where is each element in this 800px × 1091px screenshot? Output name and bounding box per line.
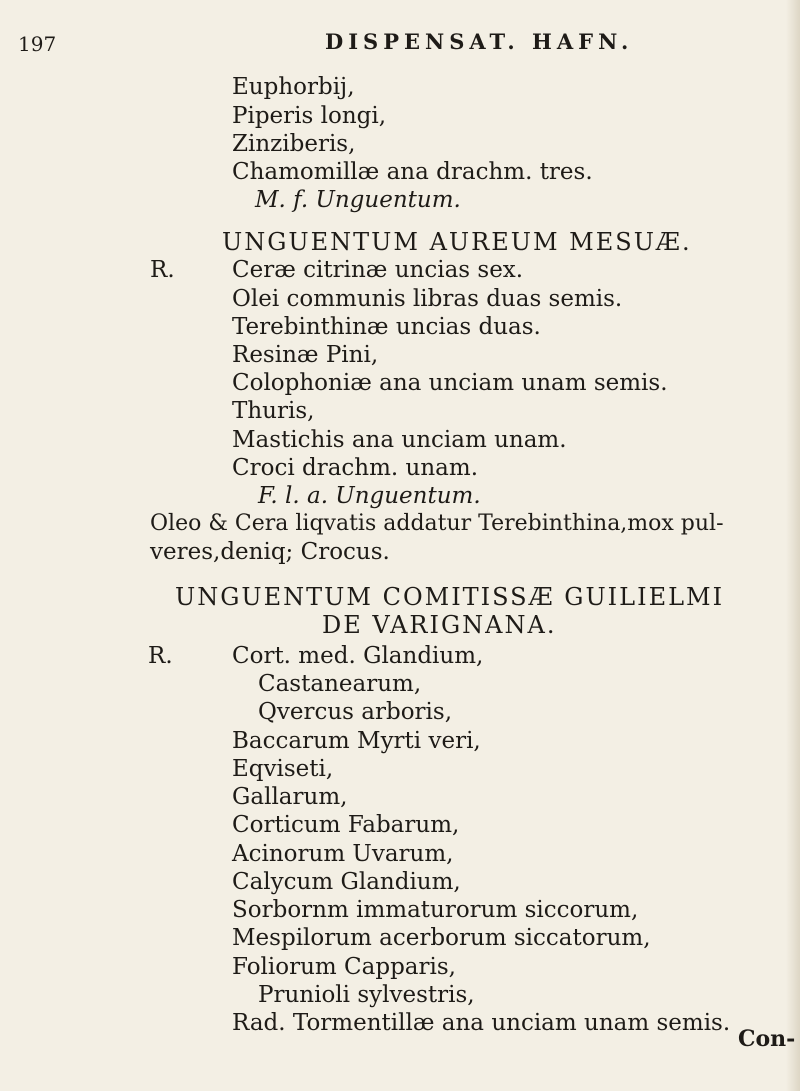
ingredient-line: Corticum Fabarum, bbox=[232, 812, 460, 838]
ingredient-line: Piperis longi, bbox=[232, 103, 387, 129]
ingredient-line: Sorbornm immaturorum siccorum, bbox=[232, 897, 639, 923]
ingredient-line: Mespilorum acerborum siccatorum, bbox=[232, 925, 651, 951]
page-number: 197 bbox=[18, 32, 57, 56]
instruction-line: M. f. Unguentum. bbox=[255, 187, 461, 213]
ingredient-line: Prunioli sylvestris, bbox=[258, 982, 475, 1008]
ingredient-line: Acinorum Uvarum, bbox=[232, 841, 454, 867]
note-line: Oleo & Cera liqvatis addatur Terebinthina,mox pul- bbox=[150, 511, 724, 536]
ingredient-line: Castanearum, bbox=[258, 671, 422, 697]
recipe-mark: R. bbox=[150, 257, 175, 283]
ingredient-line: Rad. Tormentillæ ana unciam unam semis. bbox=[232, 1010, 731, 1036]
section-title: UNGUENTUM AUREUM MESUÆ. bbox=[222, 228, 692, 256]
running-title: DISPENSAT. HAFN. bbox=[325, 29, 634, 54]
page-edge-shadow bbox=[786, 0, 800, 1091]
section-title: UNGUENTUM COMITISSÆ GUILIELMI bbox=[175, 583, 725, 611]
ingredient-line: Thuris, bbox=[232, 398, 315, 424]
ingredient-line: Qvercus arboris, bbox=[258, 699, 453, 725]
catchword: Con- bbox=[738, 1026, 796, 1052]
ingredient-line: Colophoniæ ana unciam unam semis. bbox=[232, 370, 668, 396]
note-line: veres,deniq; Crocus. bbox=[150, 539, 390, 565]
instruction-line: F. l. a. Unguentum. bbox=[258, 483, 481, 509]
ingredient-line: Terebinthinæ uncias duas. bbox=[232, 314, 541, 340]
ingredient-line: Calycum Glandium, bbox=[232, 869, 461, 895]
section-title-continued: DE VARIGNANA. bbox=[322, 611, 557, 639]
recipe-mark: R. bbox=[148, 643, 173, 669]
ingredient-line: Croci drachm. unam. bbox=[232, 455, 479, 481]
ingredient-line: Baccarum Myrti veri, bbox=[232, 728, 481, 754]
ingredient-line: Zinziberis, bbox=[232, 131, 356, 157]
ingredient-line: Cort. med. Glandium, bbox=[232, 643, 484, 669]
ingredient-line: Euphorbij, bbox=[232, 74, 355, 100]
ingredient-line: Ceræ citrinæ uncias sex. bbox=[232, 257, 524, 283]
ingredient-line: Eqviseti, bbox=[232, 756, 334, 782]
ingredient-line: Resinæ Pini, bbox=[232, 342, 379, 368]
ingredient-line: Olei communis libras duas semis. bbox=[232, 286, 623, 312]
ingredient-line: Gallarum, bbox=[232, 784, 348, 810]
ingredient-line: Foliorum Capparis, bbox=[232, 954, 456, 980]
ingredient-line: Chamomillæ ana drachm. tres. bbox=[232, 159, 593, 185]
ingredient-line: Mastichis ana unciam unam. bbox=[232, 427, 567, 453]
